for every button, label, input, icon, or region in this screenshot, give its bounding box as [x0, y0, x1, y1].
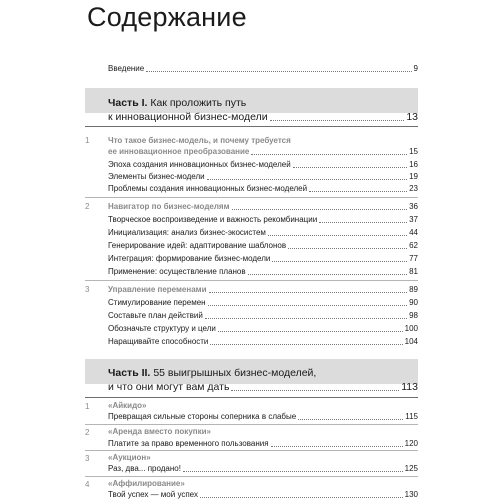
- part-2-title-line-1[interactable]: [108, 367, 418, 380]
- toc-entry-label: Обозначьте структуру и цели: [108, 324, 216, 333]
- toc-page-number: 23: [409, 184, 418, 193]
- toc-entry-label: Применение: осуществление планов: [108, 267, 246, 276]
- chapter-title: «Айкидо»: [108, 401, 147, 410]
- divider: [85, 280, 418, 281]
- part-title: 55 выигрышных бизнес-моделей,: [153, 367, 317, 379]
- chapter-number: 4: [85, 480, 90, 489]
- toc-entry[interactable]: [108, 238, 418, 251]
- toc-entry-label: Твой успех — мой успех: [108, 490, 198, 499]
- leader-dots: [293, 167, 407, 168]
- leader-dots: [209, 292, 408, 293]
- leader-dots: [183, 471, 403, 472]
- toc-entry[interactable]: [108, 212, 418, 225]
- toc-entry[interactable]: [108, 225, 418, 238]
- leader-dots: [309, 191, 407, 192]
- toc-page-number: 19: [409, 172, 418, 181]
- toc-page-number: 15: [409, 147, 418, 156]
- part-title: Как проложить путь: [150, 97, 247, 109]
- chapter-title: «Аффилирование»: [108, 479, 185, 488]
- toc-entry-label: Стимулирование перемен: [108, 298, 206, 307]
- leader-dots: [200, 497, 403, 498]
- toc-entry-label: Составьте план действий: [108, 311, 203, 320]
- leader-dots: [248, 274, 407, 275]
- leader-dots: [270, 120, 405, 121]
- leader-dots: [298, 419, 403, 420]
- chapter-title-line[interactable]: [108, 282, 418, 295]
- chapter-title: ее инновационное преобразование: [108, 147, 250, 156]
- toc-entry-label: Элементы бизнес-модели: [108, 172, 205, 181]
- page-title: Содержание: [87, 2, 247, 32]
- toc-entry[interactable]: [108, 436, 418, 449]
- toc-page-number: 9: [413, 64, 418, 73]
- part-1-title-line-1[interactable]: [108, 97, 418, 110]
- toc-entry[interactable]: [108, 487, 418, 500]
- leader-dots: [271, 446, 403, 447]
- toc-page-number: 16: [409, 160, 418, 169]
- chapter-title: Что такое бизнес-модель, и почему требуется: [108, 136, 291, 145]
- toc-entry-label: Платите за право временного пользования: [108, 439, 269, 448]
- part-label: Часть I.: [108, 97, 148, 109]
- toc-entry-label: Генерирование идей: адаптирование шаблонов: [108, 241, 287, 250]
- toc-entry-label: Раз, два... продано!: [108, 464, 181, 473]
- divider: [85, 126, 418, 127]
- part-1-title-line-2[interactable]: [108, 111, 418, 124]
- leader-dots: [208, 305, 408, 306]
- toc-entry-label: Интеграция: формирование бизнес-модели: [108, 254, 271, 263]
- leader-dots: [218, 331, 403, 332]
- chapter-number: 3: [85, 454, 90, 463]
- leader-dots: [207, 179, 407, 180]
- chapter-title: «Аукцион»: [108, 453, 151, 462]
- chapter-title: Навигатор по бизнес-моделям: [108, 202, 230, 211]
- toc-page-number: 125: [404, 464, 418, 473]
- toc-page-number: 37: [409, 215, 418, 224]
- leader-dots: [288, 248, 407, 249]
- toc-entry-label: Творческое воспроизведение и важность рекомбинации: [108, 215, 318, 224]
- leader-dots: [251, 154, 407, 155]
- toc-entry[interactable]: [108, 264, 418, 277]
- toc-page-number: 13: [406, 111, 418, 123]
- chapter-number: 2: [85, 428, 90, 437]
- toc-entry-label: Введение: [108, 64, 145, 73]
- toc-page-number: 104: [404, 337, 418, 346]
- toc-page-number: 98: [409, 311, 418, 320]
- toc-page-number: 100: [404, 324, 418, 333]
- chapter-title-line[interactable]: [108, 199, 418, 212]
- part-title: к инновационной бизнес-модели: [108, 111, 268, 123]
- toc-entry[interactable]: [108, 334, 418, 347]
- leader-dots: [146, 71, 411, 72]
- toc-entry-label: Наращивайте способности: [108, 337, 209, 346]
- toc-entry-label: Проблемы создания инновационных бизнес-моделей: [108, 184, 308, 193]
- toc-entry[interactable]: [108, 308, 418, 321]
- toc-page-number: 81: [409, 267, 418, 276]
- divider: [85, 197, 418, 198]
- toc-entry-label: Эпоха создания инновационных бизнес-моделей: [108, 160, 291, 169]
- toc-page-number: 120: [404, 439, 418, 448]
- chapter-title: Управление переменами: [108, 285, 207, 294]
- toc-entry-label: Инициализация: анализ бизнес-экосистем: [108, 228, 266, 237]
- toc-page-number: 130: [404, 490, 418, 499]
- chapter-title: «Аренда вместо покупки»: [108, 427, 211, 436]
- toc-page-number: 113: [401, 381, 418, 393]
- chapter-number: 1: [85, 402, 90, 411]
- toc-page-number: 89: [409, 285, 418, 294]
- leader-dots: [210, 344, 402, 345]
- leader-dots: [272, 261, 407, 262]
- leader-dots: [205, 318, 407, 319]
- leader-dots: [232, 209, 408, 210]
- chapter-title-line[interactable]: [108, 144, 418, 157]
- chapter-number: 3: [85, 285, 90, 294]
- toc-entry[interactable]: [108, 321, 418, 334]
- toc-page-number: 115: [405, 412, 418, 421]
- toc-page-number: 36: [409, 202, 418, 211]
- toc-entry[interactable]: [108, 409, 418, 422]
- toc-entry[interactable]: [108, 461, 418, 474]
- toc-page-number: 62: [409, 241, 418, 250]
- toc-entry[interactable]: [108, 295, 418, 308]
- toc-entry-label: Превращая сильные стороны соперника в слабые: [108, 412, 297, 421]
- toc-page-number: 44: [409, 228, 418, 237]
- leader-dots: [268, 235, 407, 236]
- part-2-title-line-2[interactable]: [108, 381, 418, 394]
- toc-page-number: 90: [409, 298, 418, 307]
- leader-dots: [319, 222, 407, 223]
- toc-page-number: 77: [409, 254, 418, 263]
- leader-dots: [231, 390, 399, 391]
- toc-entry[interactable]: [108, 251, 418, 264]
- chapter-number: 1: [85, 136, 90, 145]
- part-label: Часть II.: [108, 367, 151, 379]
- chapter-number: 2: [85, 202, 90, 211]
- part-title: и что они могут вам дать: [108, 381, 230, 393]
- toc-intro[interactable]: [108, 61, 418, 74]
- toc-entry[interactable]: [108, 181, 418, 194]
